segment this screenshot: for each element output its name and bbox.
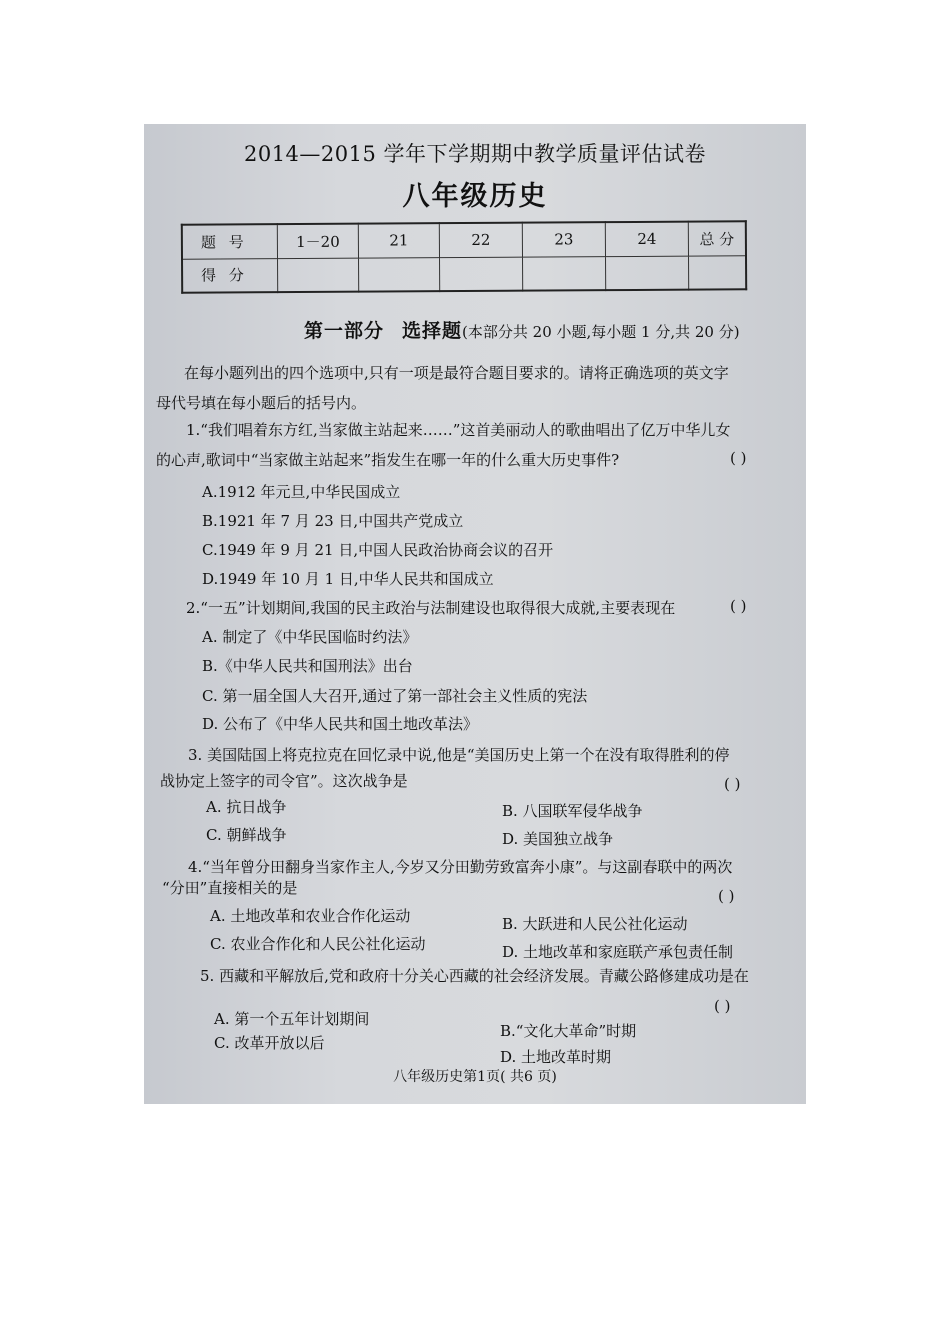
question-4-option: B. 大跃进和人民公社化运动 (502, 915, 688, 933)
question-5-option: C. 改革开放以后 (214, 1034, 325, 1052)
question-3-option: C. 朝鲜战争 (206, 826, 287, 844)
score-cell (522, 256, 605, 291)
score-cell (440, 257, 523, 292)
question-1-text: 的心声,歌词中“当家做主站起来”指发生在哪一年的什么重大历史事件? (156, 451, 620, 469)
question-3-option: B. 八国联军侵华战争 (502, 802, 643, 820)
question-3-option: D. 美国独立战争 (502, 830, 614, 848)
question-4-text: “分田”直接相关的是 (162, 879, 298, 897)
score-table-cell: 21 (358, 223, 439, 257)
question-3-option: A. 抗日战争 (206, 798, 287, 816)
question-2-option: A. 制定了《中华民国临时约法》 (202, 628, 418, 646)
score-table-cell: 总 分 (688, 221, 746, 255)
question-1-option: A.1912 年元旦,中华民国成立 (202, 483, 401, 501)
score-table-cell: 24 (605, 222, 688, 257)
score-table-cell: 题 号 (182, 224, 278, 259)
page-footer: 八年级历史第1页( 共6 页) (393, 1069, 557, 1085)
answer-blank-3[interactable]: ( ) (724, 775, 741, 793)
section-heading (304, 316, 740, 343)
score-table-score-row (182, 255, 746, 292)
question-4-text: 4.“当年曾分田翻身当家作主人,今岁又分田勤劳致富奔小康”。与这副春联中的两次 (188, 858, 733, 876)
answer-blank-2[interactable]: ( ) (730, 597, 747, 615)
question-5-option: B.“文化大革命”时期 (500, 1022, 637, 1040)
question-1-option: C.1949 年 9 月 21 日,中国人民政治协商会议的召开 (202, 541, 554, 559)
answer-blank-5[interactable]: ( ) (714, 997, 731, 1015)
score-cell (359, 257, 440, 291)
question-4-option: D. 土地改革和家庭联产承包责任制 (502, 943, 734, 961)
instructions-line: 母代号填在每小题后的括号内。 (156, 394, 367, 412)
exam-subtitle: 八年级历史 (402, 181, 548, 212)
score-table-header-row (182, 221, 746, 258)
question-1-option: D.1949 年 10 月 1 日,中华人民共和国成立 (202, 570, 494, 588)
score-cell (278, 258, 359, 292)
question-2-option: B.《中华人民共和国刑法》出台 (202, 657, 413, 675)
question-4-option: C. 农业合作化和人民公社化运动 (210, 935, 426, 953)
score-table-cell: 1－20 (277, 224, 358, 258)
question-2-option: C. 第一届全国人大召开,通过了第一部社会主义性质的宪法 (202, 687, 588, 705)
score-row-label: 得 分 (182, 258, 278, 293)
section-name: 第一部分 (304, 320, 385, 342)
question-5-text: 5. 西藏和平解放后,党和政府十分关心西藏的社会经济发展。青藏公路修建成功是在 (200, 967, 749, 985)
section-note: (本部分共 20 小题,每小题 1 分,共 20 分) (462, 323, 740, 341)
score-table (181, 220, 747, 293)
answer-blank-1[interactable]: ( ) (730, 449, 747, 467)
score-table-cell: 22 (439, 223, 522, 258)
question-2-text: 2.“一五”计划期间,我国的民主政治与法制建设也取得很大成就,主要表现在 (186, 599, 676, 617)
score-cell (688, 255, 746, 289)
exam-title: 2014—2015 学年下学期期中教学质量评估试卷 (243, 142, 707, 166)
score-cell (605, 256, 688, 291)
question-3-text: 战协定上签字的司令官”。这次战争是 (160, 772, 408, 790)
question-1-text: 1.“我们唱着东方红,当家做主站起来……”这首美丽动人的歌曲唱出了亿万中华儿女 (186, 421, 731, 439)
question-5-option: A. 第一个五年计划期间 (214, 1010, 370, 1028)
question-3-text: 3. 美国陆国上将克拉克在回忆录中说,他是“美国历史上第一个在没有取得胜利的停 (188, 746, 730, 764)
question-2-option: D. 公布了《中华人民共和国土地改革法》 (202, 715, 479, 733)
exam-page-photo (144, 124, 806, 1104)
instructions-line: 在每小题列出的四个选项中,只有一项是最符合题目要求的。请将正确选项的英文字 (184, 364, 729, 382)
score-table-cell: 23 (522, 222, 605, 257)
answer-blank-4[interactable]: ( ) (718, 887, 735, 905)
question-1-option: B.1921 年 7 月 23 日,中国共产党成立 (202, 512, 464, 530)
question-5-option: D. 土地改革时期 (500, 1048, 612, 1066)
section-type: 选择题 (402, 320, 463, 342)
question-4-option: A. 土地改革和农业合作化运动 (210, 907, 411, 925)
